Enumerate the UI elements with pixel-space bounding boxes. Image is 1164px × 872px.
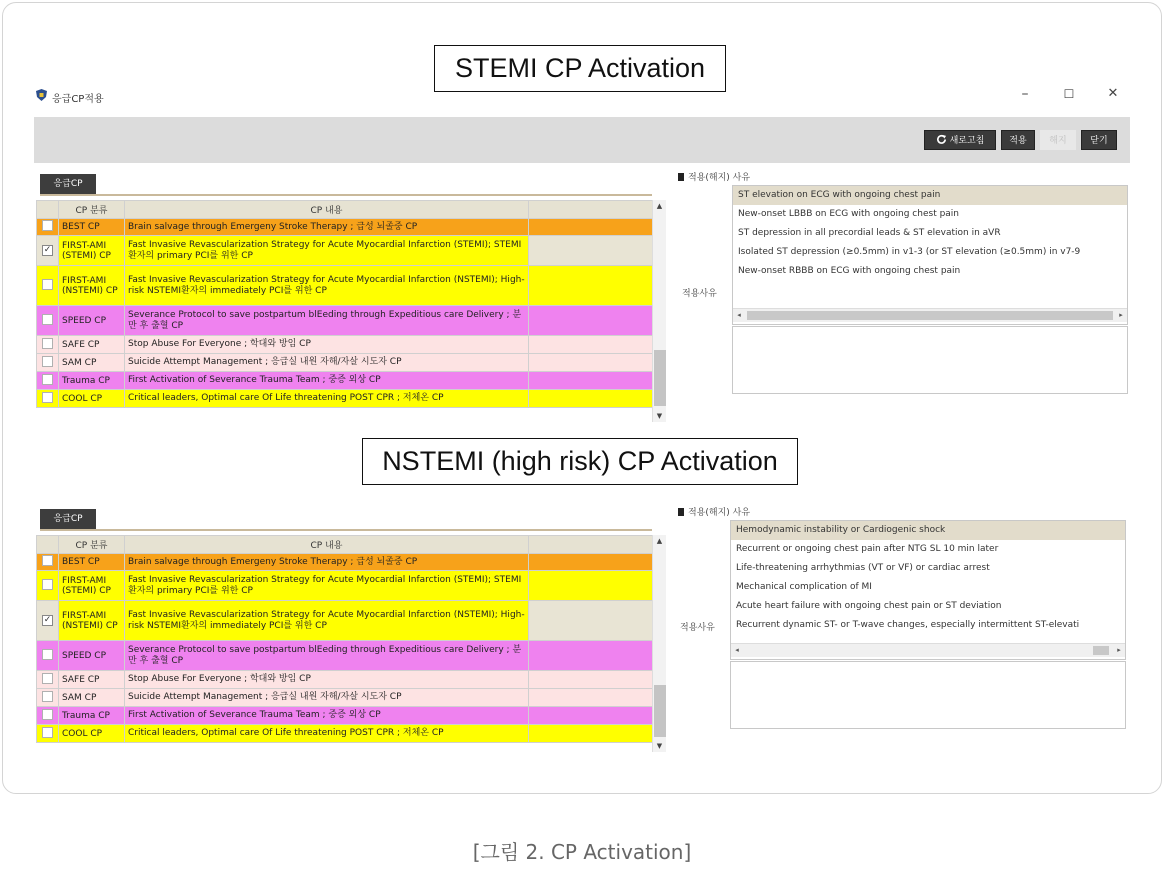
reason-list-stemi [732, 185, 1128, 325]
row-checkbox-cell[interactable] [37, 571, 59, 601]
row-checkbox-cell[interactable] [37, 390, 59, 408]
cp-content: Severance Protocol to save postpartum blEeding through Expeditious care Delivery ; 분만 후 출혈 CP [125, 306, 529, 336]
tab-underline [40, 529, 652, 531]
cp-extra [529, 671, 653, 689]
row-checkbox-cell[interactable] [37, 671, 59, 689]
table-row[interactable] [37, 689, 653, 707]
cp-category: SAM CP [59, 689, 125, 707]
row-checkbox-cell[interactable] [37, 354, 59, 372]
reason-item[interactable]: ST elevation on ECG with ongoing chest pain [733, 186, 1127, 205]
checkbox[interactable] [42, 220, 53, 231]
refresh-icon [936, 134, 947, 145]
table-row[interactable] [37, 266, 653, 306]
cp-content: Severance Protocol to save postpartum blEeding through Expeditious care Delivery ; 분만 후 출혈 CP [125, 641, 529, 671]
table-row[interactable] [37, 554, 653, 571]
table-row[interactable] [37, 601, 653, 641]
row-checkbox-cell[interactable] [37, 266, 59, 306]
reason-horizontal-scrollbar[interactable] [731, 643, 1125, 657]
reason-item[interactable]: Mechanical complication of MI [736, 582, 872, 592]
cp-content: Fast Invasive Revascularization Strategy for Acute Myocardial Infarction (NSTEMI); High-risk NSTEMI환자의 immediately PCI를 위한 CP [125, 266, 529, 306]
reason-header-label: 적용(해지) 사유 [688, 508, 751, 518]
tab-emergency-cp[interactable]: 응급CP [40, 174, 96, 194]
reason-item[interactable]: Hemodynamic instability or Cardiogenic shock [731, 521, 1125, 540]
grid-vertical-scrollbar[interactable] [652, 200, 666, 422]
cp-content: Suicide Attempt Management ; 응급실 내원 자해/자살 시도자 CP [125, 689, 529, 707]
table-row[interactable] [37, 571, 653, 601]
cp-category: SAFE CP [59, 336, 125, 354]
release-button[interactable]: 해지 [1040, 130, 1076, 150]
cp-content: Fast Invasive Revascularization Strategy for Acute Myocardial Infarction (STEMI); STEMI환자의 primary PCI를 위한 CP [125, 236, 529, 266]
stemi-banner: STEMI CP Activation [434, 45, 726, 92]
cp-extra [529, 266, 653, 306]
checkbox-checked[interactable]: ✓ [43, 615, 52, 625]
cp-extra [529, 601, 653, 641]
header-extra [529, 201, 653, 219]
cp-table-stemi [36, 200, 653, 408]
cp-extra [529, 571, 653, 601]
scroll-thumb[interactable] [747, 311, 1113, 320]
cp-category: COOL CP [59, 390, 125, 408]
table-row[interactable] [37, 372, 653, 390]
cp-extra [529, 725, 653, 743]
checkbox[interactable] [42, 579, 53, 590]
cp-category: Trauma CP [59, 372, 125, 390]
row-checkbox-cell[interactable] [37, 601, 59, 641]
scroll-thumb[interactable] [1093, 646, 1109, 655]
cp-content: Brain salvage through Emergeny Stroke Therapy ; 급성 뇌졸중 CP [125, 219, 529, 236]
scroll-down-arrow[interactable]: ▼ [656, 742, 663, 750]
refresh-button[interactable] [924, 130, 996, 150]
nstemi-banner: NSTEMI (high risk) CP Activation [362, 438, 798, 485]
row-checkbox-cell[interactable] [37, 219, 59, 236]
checkbox[interactable] [42, 555, 53, 566]
checkbox-checked[interactable]: ✓ [43, 245, 52, 255]
grid-vertical-scrollbar[interactable] [652, 535, 666, 752]
reason-header [678, 170, 750, 183]
table-row[interactable] [37, 354, 653, 372]
row-checkbox-cell[interactable] [37, 689, 59, 707]
scroll-right-arrow[interactable]: ▸ [1117, 646, 1121, 654]
scroll-up-arrow[interactable]: ▲ [656, 202, 663, 210]
cp-category: BEST CP [59, 219, 125, 236]
reason-item[interactable]: Recurrent or ongoing chest pain after NTG SL 10 min later [736, 544, 999, 554]
cp-content: Critical leaders, Optimal care Of Life threatening POST CPR ; 저체온 CP [125, 725, 529, 743]
reason-item[interactable]: New-onset RBBB on ECG with ongoing chest pain [738, 266, 961, 276]
cp-category: SAFE CP [59, 671, 125, 689]
reason-item[interactable]: Life-threatening arrhythmias (VT or VF) or cardiac arrest [736, 563, 990, 573]
cp-content: Fast Invasive Revascularization Strategy for Acute Myocardial Infarction (NSTEMI); High-risk NSTEMI환자의 immediately PCI를 위한 CP [125, 601, 529, 641]
checkbox[interactable] [42, 649, 53, 660]
toolbar [34, 117, 1130, 163]
cp-extra [529, 554, 653, 571]
scroll-left-arrow[interactable]: ◂ [735, 646, 739, 654]
cp-extra [529, 336, 653, 354]
reason-item[interactable]: ST depression in all precordial leads & ST elevation in aVR [738, 228, 1001, 238]
apply-button[interactable]: 적용 [1001, 130, 1035, 150]
cp-extra [529, 641, 653, 671]
reason-item[interactable]: Acute heart failure with ongoing chest pain or ST deviation [736, 601, 1002, 611]
cp-content: Critical leaders, Optimal care Of Life threatening POST CPR ; 저체온 CP [125, 390, 529, 408]
cp-content: First Activation of Severance Trauma Team ; 중증 외상 CP [125, 707, 529, 725]
cp-category: SAM CP [59, 354, 125, 372]
header-content: CP 내용 [125, 201, 529, 219]
cp-category: Trauma CP [59, 707, 125, 725]
row-checkbox-cell[interactable] [37, 306, 59, 336]
table-row[interactable] [37, 219, 653, 236]
row-checkbox-cell[interactable] [37, 725, 59, 743]
reason-header [678, 505, 750, 518]
close-window-button[interactable]: ✕ [1107, 86, 1119, 101]
table-row[interactable] [37, 390, 653, 408]
maximize-button[interactable]: ☐ [1063, 87, 1075, 101]
table-row[interactable] [37, 707, 653, 725]
cp-extra [529, 306, 653, 336]
cp-extra [529, 390, 653, 408]
cp-category: FIRST-AMI (NSTEMI) CP [59, 266, 125, 306]
row-checkbox-cell[interactable] [37, 641, 59, 671]
scroll-down-arrow[interactable]: ▼ [656, 412, 663, 420]
header-extra [529, 536, 653, 554]
cp-category: SPEED CP [59, 641, 125, 671]
tab-emergency-cp[interactable]: 응급CP [40, 509, 96, 529]
shield-icon [36, 89, 47, 101]
cp-content: Suicide Attempt Management ; 응급실 내원 자해/자살 시도자 CP [125, 354, 529, 372]
header-category: CP 분류 [59, 536, 125, 554]
section-marker [678, 173, 684, 181]
cp-category: FIRST-AMI (STEMI) CP [59, 571, 125, 601]
reason-horizontal-scrollbar[interactable] [733, 308, 1127, 322]
cp-category: COOL CP [59, 725, 125, 743]
checkbox[interactable] [42, 338, 53, 349]
checkbox[interactable] [42, 374, 53, 385]
scroll-right-arrow[interactable]: ▸ [1119, 311, 1123, 319]
reason-label: 적용사유 [682, 289, 717, 299]
close-button[interactable]: 닫기 [1081, 130, 1117, 150]
header-category: CP 분류 [59, 201, 125, 219]
reason-item[interactable]: Isolated ST depression (≥0.5mm) in v1-3 (or ST elevation (≥0.5mm) in v7-9 [738, 247, 1081, 257]
cp-extra [529, 236, 653, 266]
cp-table-nstemi [36, 535, 653, 743]
table-row[interactable] [37, 236, 653, 266]
cp-extra [529, 707, 653, 725]
reason-label: 적용사유 [680, 623, 715, 633]
minimize-button[interactable]: – [1021, 86, 1029, 102]
scroll-up-arrow[interactable]: ▲ [656, 537, 663, 545]
table-row[interactable] [37, 306, 653, 336]
header-check [37, 536, 59, 554]
table-row[interactable] [37, 671, 653, 689]
cp-content: Stop Abuse For Everyone ; 학대와 방임 CP [125, 336, 529, 354]
cp-content: Brain salvage through Emergeny Stroke Therapy ; 급성 뇌졸중 CP [125, 554, 529, 571]
section-marker [678, 508, 684, 516]
cp-content: First Activation of Severance Trauma Team ; 중증 외상 CP [125, 372, 529, 390]
table-header-row [37, 536, 653, 554]
checkbox[interactable] [42, 356, 53, 367]
window-title: 응급CP적용 [52, 94, 104, 105]
checkbox[interactable] [42, 709, 53, 720]
reason-item[interactable]: Recurrent dynamic ST- or T-wave changes, especially intermittent ST-elevati [736, 620, 1080, 630]
cp-extra [529, 689, 653, 707]
checkbox[interactable] [42, 691, 53, 702]
scroll-thumb[interactable] [654, 350, 666, 406]
cp-category: FIRST-AMI (NSTEMI) CP [59, 601, 125, 641]
row-checkbox-cell[interactable] [37, 236, 59, 266]
cp-content: Fast Invasive Revascularization Strategy for Acute Myocardial Infarction (STEMI); STEMI환자의 primary PCI를 위한 CP [125, 571, 529, 601]
reason-item[interactable]: New-onset LBBB on ECG with ongoing chest pain [738, 209, 960, 219]
figure-caption: [그림 2. CP Activation] [472, 840, 692, 864]
checkbox[interactable] [42, 727, 53, 738]
refresh-label: 새로고침 [949, 136, 985, 146]
table-row[interactable] [37, 725, 653, 743]
checkbox[interactable] [42, 279, 53, 290]
reason-header-label: 적용(해지) 사유 [688, 173, 751, 183]
checkbox[interactable] [42, 314, 53, 325]
header-content: CP 내용 [125, 536, 529, 554]
checkbox[interactable] [42, 673, 53, 684]
header-check [37, 201, 59, 219]
reason-list-nstemi [730, 520, 1126, 660]
row-checkbox-cell[interactable] [37, 336, 59, 354]
row-checkbox-cell[interactable] [37, 707, 59, 725]
cp-category: BEST CP [59, 554, 125, 571]
row-checkbox-cell[interactable] [37, 372, 59, 390]
cp-extra [529, 372, 653, 390]
window-titlebar [34, 86, 1130, 108]
table-header-row [37, 201, 653, 219]
reason-memo-nstemi[interactable] [730, 661, 1126, 729]
reason-memo-stemi[interactable] [732, 326, 1128, 394]
cp-extra [529, 219, 653, 236]
checkbox[interactable] [42, 392, 53, 403]
cp-category: SPEED CP [59, 306, 125, 336]
tab-underline [40, 194, 652, 196]
cp-category: FIRST-AMI (STEMI) CP [59, 236, 125, 266]
table-row[interactable] [37, 336, 653, 354]
scroll-thumb[interactable] [654, 685, 666, 737]
cp-extra [529, 354, 653, 372]
table-row[interactable] [37, 641, 653, 671]
scroll-left-arrow[interactable]: ◂ [737, 311, 741, 319]
row-checkbox-cell[interactable] [37, 554, 59, 571]
cp-content: Stop Abuse For Everyone ; 학대와 방임 CP [125, 671, 529, 689]
